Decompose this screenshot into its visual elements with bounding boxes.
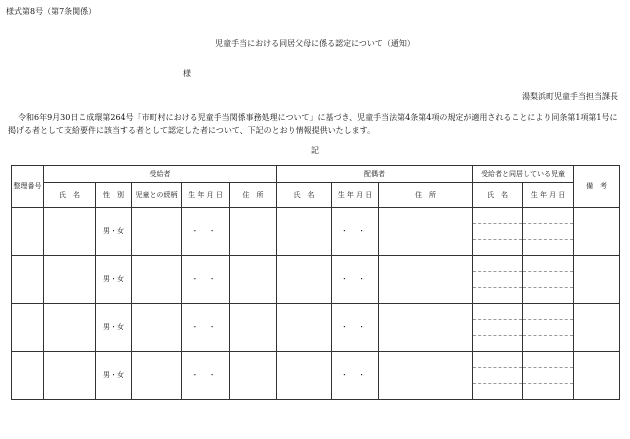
cell-recipient-name[interactable] xyxy=(44,352,96,400)
cell-child-birthdate[interactable] xyxy=(523,256,574,304)
header-bikou: 備 考 xyxy=(574,166,620,208)
header-child-group: 受給者と同居している児童 xyxy=(473,166,574,183)
cell-child-birthdate[interactable] xyxy=(523,208,574,256)
information-table xyxy=(11,165,620,400)
header-child-name: 氏 名 xyxy=(473,183,523,208)
cell-bikou[interactable] xyxy=(574,352,620,400)
cell-recipient-gender[interactable]: 男・女 xyxy=(96,304,132,352)
header-recipient-name: 氏 名 xyxy=(44,183,96,208)
cell-recipient-name[interactable] xyxy=(44,304,96,352)
cell-child-birthdate[interactable] xyxy=(523,352,574,400)
cell-child-birthdate[interactable] xyxy=(523,304,574,352)
cell-recipient-gender[interactable]: 男・女 xyxy=(96,208,132,256)
cell-seiri[interactable] xyxy=(12,208,44,256)
cell-recipient-birthdate[interactable]: ・ ・ xyxy=(182,352,230,400)
cell-child-name[interactable] xyxy=(473,352,523,400)
header-recipient-group: 受給者 xyxy=(44,166,277,183)
cell-bikou[interactable] xyxy=(574,304,620,352)
header-recipient-birthdate: 生 年 月 日 xyxy=(182,183,230,208)
cell-recipient-address[interactable] xyxy=(230,304,277,352)
cell-child-name[interactable] xyxy=(473,208,523,256)
cell-bikou[interactable] xyxy=(574,256,620,304)
header-seiri-bangou: 整理番号 xyxy=(12,166,44,208)
cell-recipient-relation[interactable] xyxy=(132,352,182,400)
table-row xyxy=(12,304,620,352)
body-paragraph: 令和6年9月30日こ成環第264号「市町村における児童手当関係事務処理について」に基づき、児童手当法第4条第4項の規定が適用されることにより同条第1項第1号に掲げる者として支給要件に該当する者として認定した者について、下記のとおり情報提供いたします。 xyxy=(8,113,618,135)
cell-recipient-gender[interactable]: 男・女 xyxy=(96,256,132,304)
header-spouse-group: 配偶者 xyxy=(277,166,473,183)
cell-spouse-birthdate[interactable]: ・ ・ xyxy=(332,208,379,256)
cell-recipient-name[interactable] xyxy=(44,208,96,256)
ki-label: 記 xyxy=(311,146,319,155)
header-recipient-address: 住 所 xyxy=(230,183,277,208)
cell-recipient-address[interactable] xyxy=(230,352,277,400)
cell-spouse-name[interactable] xyxy=(277,256,332,304)
cell-recipient-relation[interactable] xyxy=(132,304,182,352)
cell-recipient-birthdate[interactable]: ・ ・ xyxy=(182,256,230,304)
header-recipient-gender: 性 別 xyxy=(96,183,132,208)
cell-spouse-birthdate[interactable]: ・ ・ xyxy=(332,304,379,352)
cell-recipient-gender[interactable]: 男・女 xyxy=(96,352,132,400)
cell-recipient-relation[interactable] xyxy=(132,208,182,256)
cell-seiri[interactable] xyxy=(12,304,44,352)
document-title: 児童手当における同居父母に係る認定について（通知） xyxy=(215,39,415,48)
cell-recipient-birthdate[interactable]: ・ ・ xyxy=(182,208,230,256)
cell-spouse-birthdate[interactable]: ・ ・ xyxy=(332,256,379,304)
cell-spouse-address[interactable] xyxy=(379,352,473,400)
header-spouse-address: 住 所 xyxy=(379,183,473,208)
cell-bikou[interactable] xyxy=(574,208,620,256)
form-number: 様式第8号（第7条関係） xyxy=(6,7,97,16)
cell-spouse-address[interactable] xyxy=(379,208,473,256)
header-recipient-relation: 児童との続柄 xyxy=(132,183,182,208)
table-row xyxy=(12,256,620,304)
cell-recipient-address[interactable] xyxy=(230,256,277,304)
cell-recipient-birthdate[interactable]: ・ ・ xyxy=(182,304,230,352)
table-row xyxy=(12,208,620,256)
cell-child-name[interactable] xyxy=(473,304,523,352)
addressee-suffix: 様 xyxy=(183,69,191,78)
header-spouse-birthdate: 生 年 月 日 xyxy=(332,183,379,208)
cell-spouse-name[interactable] xyxy=(277,304,332,352)
header-child-birthdate: 生 年 月 日 xyxy=(523,183,574,208)
cell-seiri[interactable] xyxy=(12,256,44,304)
table-row xyxy=(12,352,620,400)
cell-recipient-address[interactable] xyxy=(230,208,277,256)
cell-recipient-name[interactable] xyxy=(44,256,96,304)
cell-spouse-birthdate[interactable]: ・ ・ xyxy=(332,352,379,400)
cell-spouse-address[interactable] xyxy=(379,304,473,352)
cell-recipient-relation[interactable] xyxy=(132,256,182,304)
cell-child-name[interactable] xyxy=(473,256,523,304)
cell-seiri[interactable] xyxy=(12,352,44,400)
header-spouse-name: 氏 名 xyxy=(277,183,332,208)
issuer-name: 湯梨浜町児童手当担当課長 xyxy=(522,92,618,101)
cell-spouse-name[interactable] xyxy=(277,208,332,256)
cell-spouse-name[interactable] xyxy=(277,352,332,400)
cell-spouse-address[interactable] xyxy=(379,256,473,304)
